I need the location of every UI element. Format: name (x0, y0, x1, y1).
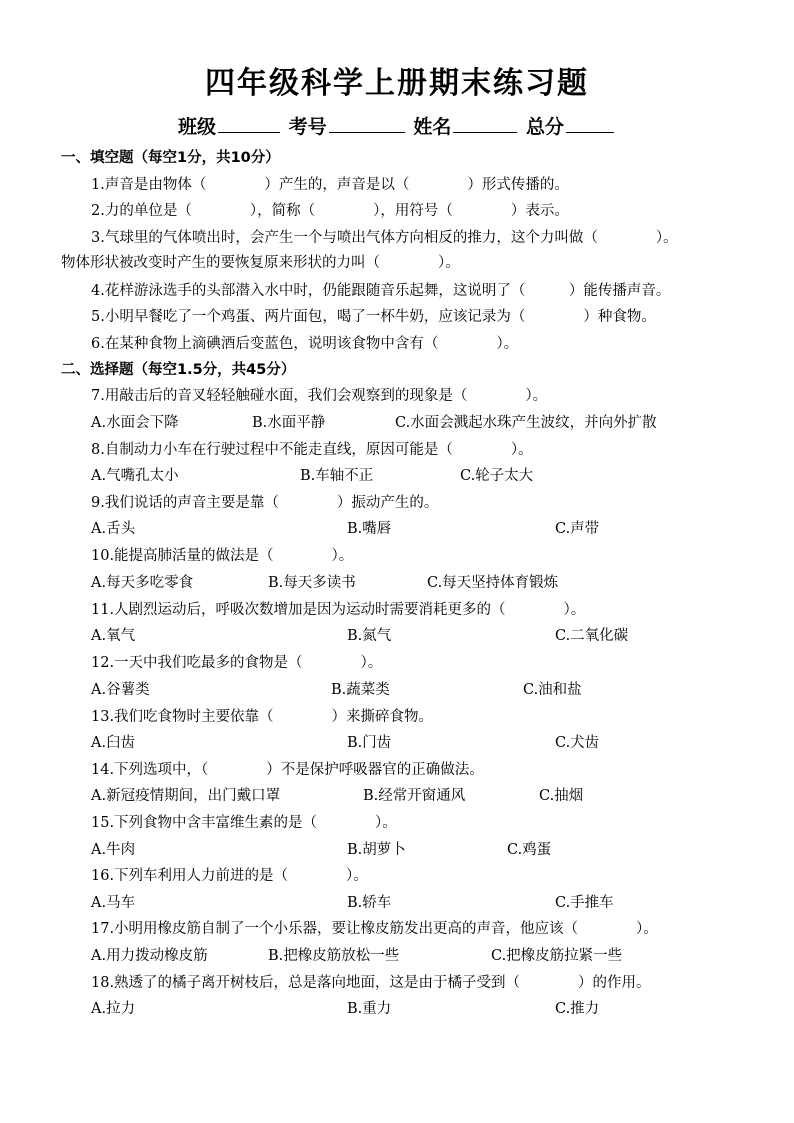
q17-option-c: C.把橡皮筋拉紧一些 (491, 948, 623, 964)
question-13: 13.我们吃食物时主要依靠（ ）来撕碎食物。 (91, 709, 434, 725)
q18-option-b: B.重力 (347, 1001, 392, 1017)
name-label: 姓名 (413, 116, 452, 138)
question-7: 7.用敲击后的音叉轻轻触碰水面，我们会观察到的现象是（ ）。 (91, 388, 548, 404)
q16-option-b: B.轿车 (347, 895, 392, 911)
q15-option-b: B.胡萝卜 (347, 842, 406, 858)
q16-option-c: C.手推车 (555, 895, 614, 911)
q13-option-a: A.臼齿 (91, 735, 136, 751)
q7-option-c: C.水面会溅起水珠产生波纹，并向外扩散 (395, 415, 657, 431)
q17-option-a: A.用力拨动橡皮筋 (91, 948, 208, 964)
class-label: 班级 (178, 116, 217, 138)
q8-option-c: C.轮子太大 (460, 468, 534, 484)
question-14: 14.下列选项中，（ ）不是保护呼吸器官的正确做法。 (91, 762, 484, 778)
q10-option-a: A.每天多吃零食 (91, 575, 194, 591)
score-blank[interactable] (566, 114, 614, 133)
q13-option-c: C.犬齿 (555, 735, 600, 751)
question-12: 12.一天中我们吃最多的食物是（ ）。 (91, 655, 383, 671)
question-10: 10.能提高肺活量的做法是（ ）。 (91, 548, 354, 564)
question-9: 9.我们说话的声音主要是靠（ ）振动产生的。 (91, 495, 439, 511)
q7-option-b: B.水面平静 (252, 415, 326, 431)
question-5: 5.小明早餐吃了一个鸡蛋、两片面包，喝了一杯牛奶，应该记录为（ ）种食物。 (91, 309, 656, 325)
question-17: 17.小明用橡皮筋自制了一个小乐器，要让橡皮筋发出更高的声音，他应该（ ）。 (91, 921, 658, 937)
question-6: 6.在某种食物上滴碘酒后变蓝色，说明该食物中含有（ ）。 (91, 336, 519, 352)
q11-option-a: A.氧气 (91, 628, 136, 644)
question-15: 15.下列食物中含丰富维生素的是（ ）。 (91, 815, 397, 831)
q11-option-c: C.二氧化碳 (555, 628, 629, 644)
q14-option-b: B.经常开窗通风 (363, 788, 466, 804)
question-4: 4.花样游泳选手的头部潜入水中时，仍能跟随音乐起舞，这说明了（ ）能传播声音。 (91, 283, 671, 299)
q12-option-a: A.谷薯类 (91, 682, 150, 698)
question-18: 18.熟透了的橘子离开树枝后，总是落向地面，这是由于橘子受到（ ）的作用。 (91, 975, 651, 991)
q12-option-c: C.油和盐 (523, 682, 582, 698)
q9-option-a: A.舌头 (91, 521, 136, 537)
question-11: 11.人剧烈运动后，呼吸次数增加是因为运动时需要消耗更多的（ ）。 (91, 602, 586, 618)
section-heading-multiple-choice: 二、选择题（每空1.5分，共45分） (61, 362, 296, 378)
q10-option-b: B.每天多读书 (268, 575, 356, 591)
question-16: 16.下列车利用人力前进的是（ ）。 (91, 868, 368, 884)
class-blank[interactable] (218, 114, 280, 133)
q15-option-c: C.鸡蛋 (507, 842, 552, 858)
q8-option-a: A.气嘴孔太小 (91, 468, 179, 484)
q13-option-b: B.门齿 (347, 735, 392, 751)
page-title: 四年级科学上册期末练习题 (205, 66, 589, 101)
question-3-continued: 物体形状被改变时产生的要恢复原来形状的力叫（ ）。 (61, 255, 460, 271)
exam-no-label: 考号 (288, 116, 327, 138)
score-label: 总分 (525, 116, 564, 138)
q14-option-a: A.新冠疫情期间，出门戴口罩 (91, 788, 281, 804)
q9-option-c: C.声带 (555, 521, 600, 537)
q12-option-b: B.蔬菜类 (331, 682, 390, 698)
q11-option-b: B.氮气 (347, 628, 392, 644)
name-blank[interactable] (453, 114, 517, 133)
q10-option-c: C.每天坚持体育锻炼 (427, 575, 559, 591)
q16-option-a: A.马车 (91, 895, 136, 911)
q8-option-b: B.车轴不正 (300, 468, 374, 484)
exam-no-blank[interactable] (329, 114, 405, 133)
section-heading-fill-blank: 一、填空题（每空1分，共10分） (61, 150, 280, 166)
q7-option-a: A.水面会下降 (91, 415, 179, 431)
q17-option-b: B.把橡皮筋放松一些 (268, 948, 400, 964)
question-2: 2.力的单位是（ ），简称（ ），用符号（ ）表示。 (91, 203, 569, 219)
question-3: 3.气球里的气体喷出时，会产生一个与喷出气体方向相反的推力，这个力叫做（ ）。 (91, 230, 678, 246)
q14-option-c: C.抽烟 (539, 788, 584, 804)
question-8: 8.自制动力小车在行驶过程中不能走直线，原因可能是（ ）。 (91, 442, 533, 458)
question-1: 1.声音是由物体（ ）产生的，声音是以（ ）形式传播的。 (91, 177, 569, 193)
student-info-row (0, 112, 794, 139)
q15-option-a: A.牛肉 (91, 842, 136, 858)
q18-option-a: A.拉力 (91, 1001, 136, 1017)
q9-option-b: B.嘴唇 (347, 521, 392, 537)
q18-option-c: C.推力 (555, 1001, 600, 1017)
